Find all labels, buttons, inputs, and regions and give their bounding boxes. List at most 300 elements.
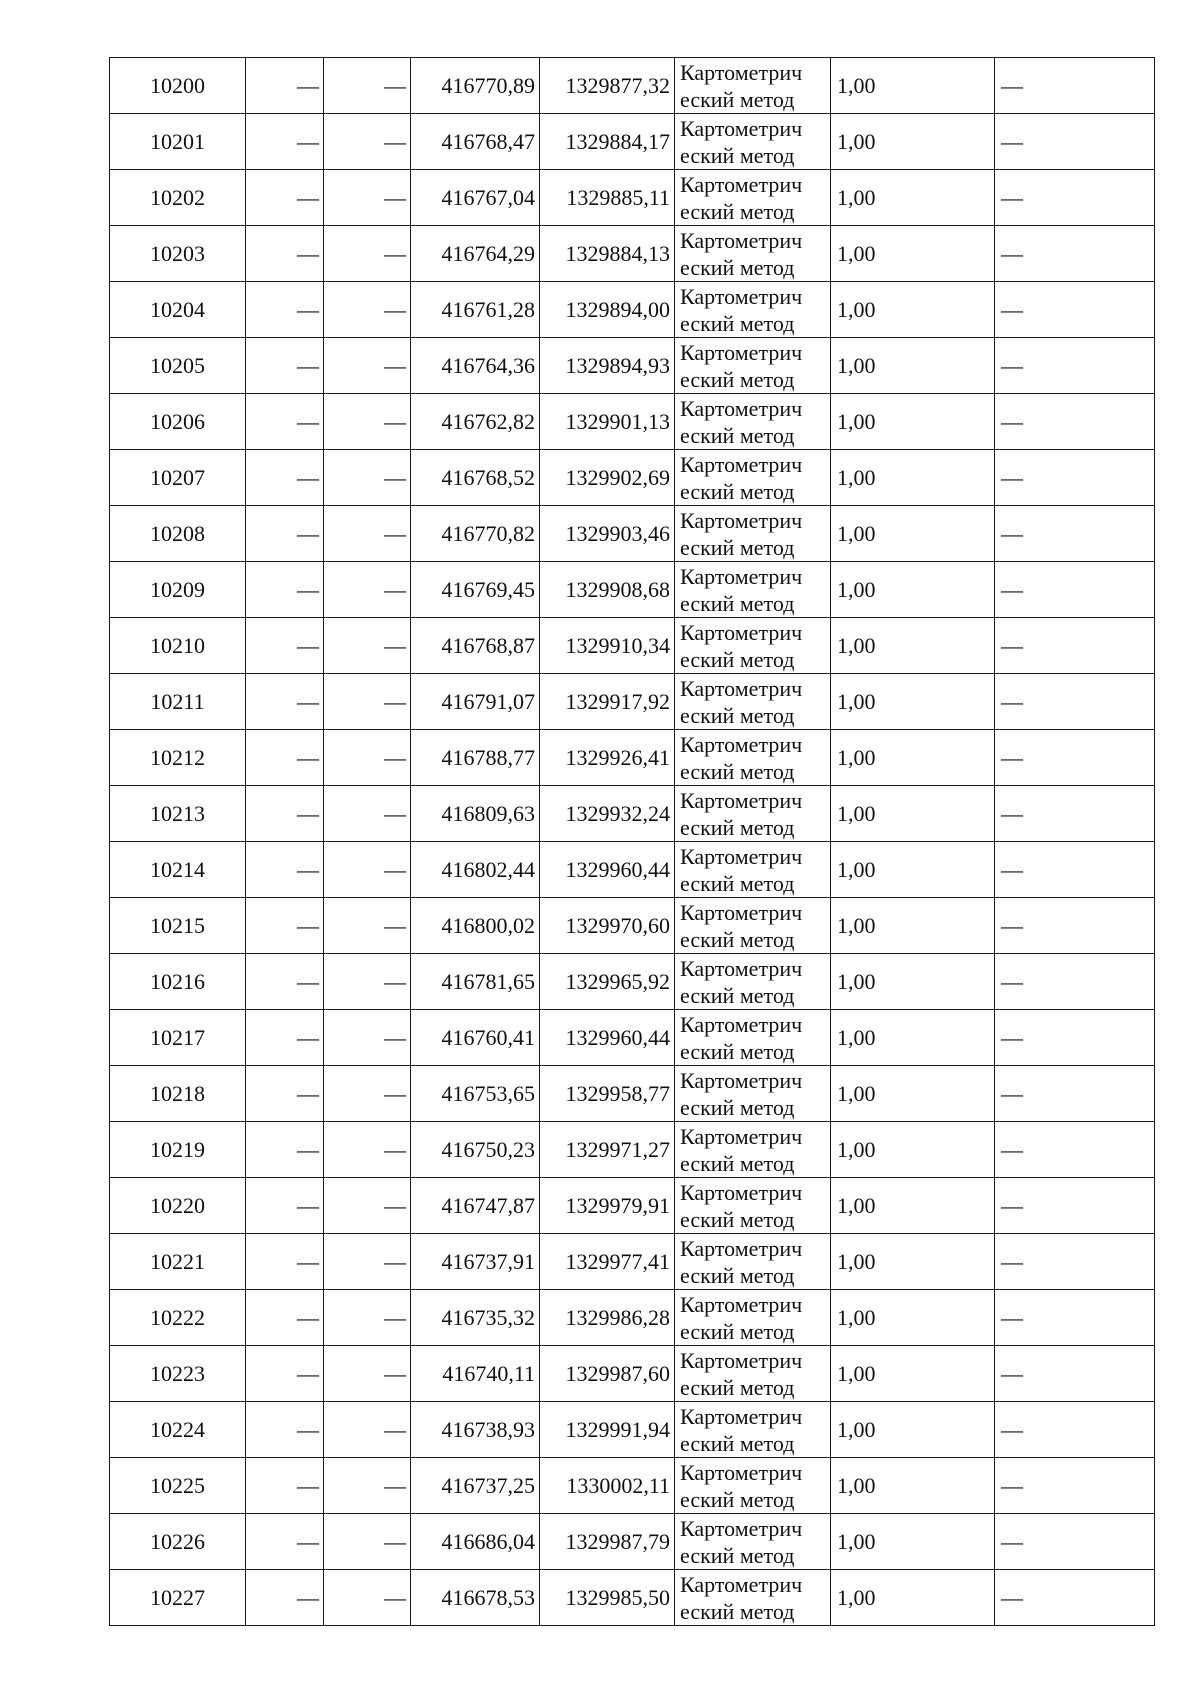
table-row [110, 1234, 1155, 1290]
y-coordinate-cell: 1329987,60 [540, 1346, 675, 1402]
y-coordinate-cell: 1329903,46 [540, 506, 675, 562]
method-text-line: еский метод [680, 1094, 795, 1120]
table-row [110, 1010, 1155, 1066]
method-cell [675, 1234, 831, 1290]
empty-y-old-cell: — [324, 1346, 411, 1402]
empty-y-old-cell: — [324, 114, 411, 170]
point-number-cell: 10203 [110, 226, 246, 282]
empty-x-old-cell: — [246, 1458, 324, 1514]
point-number-cell: 10212 [110, 730, 246, 786]
method-cell [675, 898, 831, 954]
method-cell [675, 730, 831, 786]
y-coordinate-cell: 1329902,69 [540, 450, 675, 506]
accuracy-cell: 1,00 [831, 58, 995, 114]
table-row [110, 170, 1155, 226]
empty-x-old-cell: — [246, 226, 324, 282]
description-cell: — [995, 450, 1155, 506]
method-text-line: Картометрич [680, 507, 803, 533]
method-text-line: еский метод [680, 1150, 795, 1176]
method-text-line: Картометрич [680, 1515, 803, 1541]
description-cell: — [995, 898, 1155, 954]
y-coordinate-cell: 1329932,24 [540, 786, 675, 842]
description-cell: — [995, 226, 1155, 282]
y-coordinate-cell: 1329991,94 [540, 1402, 675, 1458]
empty-x-old-cell: — [246, 58, 324, 114]
method-text-line: еский метод [680, 758, 795, 784]
empty-y-old-cell: — [324, 954, 411, 1010]
point-number-cell: 10204 [110, 282, 246, 338]
x-coordinate-cell: 416760,41 [411, 1010, 540, 1066]
y-coordinate-cell: 1329985,50 [540, 1570, 675, 1626]
accuracy-cell: 1,00 [831, 338, 995, 394]
method-text-line: еский метод [680, 534, 795, 560]
method-cell [675, 674, 831, 730]
accuracy-cell: 1,00 [831, 1010, 995, 1066]
method-text-line: еский метод [680, 1430, 795, 1456]
description-cell: — [995, 1066, 1155, 1122]
table-row [110, 114, 1155, 170]
method-text-line: еский метод [680, 366, 795, 392]
empty-x-old-cell: — [246, 1178, 324, 1234]
empty-x-old-cell: — [246, 1570, 324, 1626]
table-row [110, 786, 1155, 842]
method-cell [675, 786, 831, 842]
empty-y-old-cell: — [324, 1570, 411, 1626]
table-row [110, 954, 1155, 1010]
empty-x-old-cell: — [246, 114, 324, 170]
description-cell: — [995, 394, 1155, 450]
x-coordinate-cell: 416762,82 [411, 394, 540, 450]
method-text-line: Картометрич [680, 339, 803, 365]
point-number-cell: 10213 [110, 786, 246, 842]
empty-y-old-cell: — [324, 1066, 411, 1122]
table-row [110, 58, 1155, 114]
accuracy-cell: 1,00 [831, 394, 995, 450]
empty-x-old-cell: — [246, 674, 324, 730]
empty-x-old-cell: — [246, 1066, 324, 1122]
accuracy-cell: 1,00 [831, 1346, 995, 1402]
empty-x-old-cell: — [246, 1122, 324, 1178]
accuracy-cell: 1,00 [831, 1402, 995, 1458]
method-cell [675, 1178, 831, 1234]
table-row [110, 1514, 1155, 1570]
x-coordinate-cell: 416761,28 [411, 282, 540, 338]
x-coordinate-cell: 416764,29 [411, 226, 540, 282]
accuracy-cell: 1,00 [831, 1066, 995, 1122]
y-coordinate-cell: 1329910,34 [540, 618, 675, 674]
description-cell: — [995, 170, 1155, 226]
method-text-line: еский метод [680, 982, 795, 1008]
method-text-line: Картометрич [680, 395, 803, 421]
method-text-line: Картометрич [680, 1123, 803, 1149]
x-coordinate-cell: 416764,36 [411, 338, 540, 394]
point-number-cell: 10221 [110, 1234, 246, 1290]
x-coordinate-cell: 416686,04 [411, 1514, 540, 1570]
description-cell: — [995, 842, 1155, 898]
y-coordinate-cell: 1329971,27 [540, 1122, 675, 1178]
method-cell [675, 282, 831, 338]
method-text-line: Картометрич [680, 1235, 803, 1261]
empty-x-old-cell: — [246, 1010, 324, 1066]
point-number-cell: 10219 [110, 1122, 246, 1178]
x-coordinate-cell: 416735,32 [411, 1290, 540, 1346]
table-row [110, 898, 1155, 954]
empty-x-old-cell: — [246, 1234, 324, 1290]
method-text-line: еский метод [680, 1374, 795, 1400]
empty-x-old-cell: — [246, 1346, 324, 1402]
x-coordinate-cell: 416802,44 [411, 842, 540, 898]
table-row [110, 1570, 1155, 1626]
empty-y-old-cell: — [324, 282, 411, 338]
method-cell [675, 842, 831, 898]
empty-x-old-cell: — [246, 450, 324, 506]
x-coordinate-cell: 416769,45 [411, 562, 540, 618]
description-cell: — [995, 1346, 1155, 1402]
y-coordinate-cell: 1329884,13 [540, 226, 675, 282]
point-number-cell: 10227 [110, 1570, 246, 1626]
accuracy-cell: 1,00 [831, 1122, 995, 1178]
empty-y-old-cell: — [324, 786, 411, 842]
x-coordinate-cell: 416768,52 [411, 450, 540, 506]
empty-y-old-cell: — [324, 1290, 411, 1346]
point-number-cell: 10216 [110, 954, 246, 1010]
point-number-cell: 10210 [110, 618, 246, 674]
point-number-cell: 10217 [110, 1010, 246, 1066]
point-number-cell: 10211 [110, 674, 246, 730]
method-text-line: еский метод [680, 1598, 795, 1624]
empty-y-old-cell: — [324, 730, 411, 786]
x-coordinate-cell: 416800,02 [411, 898, 540, 954]
table-row [110, 506, 1155, 562]
point-number-cell: 10225 [110, 1458, 246, 1514]
method-cell [675, 1346, 831, 1402]
accuracy-cell: 1,00 [831, 506, 995, 562]
empty-y-old-cell: — [324, 394, 411, 450]
accuracy-cell: 1,00 [831, 562, 995, 618]
method-cell [675, 1570, 831, 1626]
empty-y-old-cell: — [324, 226, 411, 282]
method-text-line: Картометрич [680, 227, 803, 253]
point-number-cell: 10215 [110, 898, 246, 954]
method-text-line: еский метод [680, 310, 795, 336]
table-row [110, 1122, 1155, 1178]
accuracy-cell: 1,00 [831, 898, 995, 954]
y-coordinate-cell: 1329958,77 [540, 1066, 675, 1122]
empty-y-old-cell: — [324, 338, 411, 394]
accuracy-cell: 1,00 [831, 114, 995, 170]
method-text-line: еский метод [680, 478, 795, 504]
table-row [110, 1402, 1155, 1458]
y-coordinate-cell: 1329970,60 [540, 898, 675, 954]
description-cell: — [995, 114, 1155, 170]
description-cell: — [995, 1234, 1155, 1290]
method-text-line: еский метод [680, 1206, 795, 1232]
method-text-line: Картометрич [680, 1403, 803, 1429]
description-cell: — [995, 1010, 1155, 1066]
table-row [110, 1066, 1155, 1122]
description-cell: — [995, 1570, 1155, 1626]
method-text-line: Картометрич [680, 1347, 803, 1373]
table-row [110, 1178, 1155, 1234]
empty-y-old-cell: — [324, 58, 411, 114]
method-text-line: еский метод [680, 814, 795, 840]
x-coordinate-cell: 416747,87 [411, 1178, 540, 1234]
table-row [110, 338, 1155, 394]
method-text-line: еский метод [680, 702, 795, 728]
y-coordinate-cell: 1329960,44 [540, 842, 675, 898]
method-text-line: еский метод [680, 1318, 795, 1344]
method-cell [675, 338, 831, 394]
empty-y-old-cell: — [324, 170, 411, 226]
y-coordinate-cell: 1329986,28 [540, 1290, 675, 1346]
method-text-line: Картометрич [680, 1291, 803, 1317]
empty-x-old-cell: — [246, 1514, 324, 1570]
point-number-cell: 10218 [110, 1066, 246, 1122]
method-cell [675, 1066, 831, 1122]
description-cell: — [995, 1178, 1155, 1234]
y-coordinate-cell: 1329908,68 [540, 562, 675, 618]
x-coordinate-cell: 416753,65 [411, 1066, 540, 1122]
method-cell [675, 618, 831, 674]
method-text-line: еский метод [680, 870, 795, 896]
method-text-line: Картометрич [680, 451, 803, 477]
x-coordinate-cell: 416738,93 [411, 1402, 540, 1458]
method-text-line: еский метод [680, 926, 795, 952]
y-coordinate-cell: 1330002,11 [540, 1458, 675, 1514]
description-cell: — [995, 618, 1155, 674]
point-number-cell: 10224 [110, 1402, 246, 1458]
y-coordinate-cell: 1329926,41 [540, 730, 675, 786]
empty-x-old-cell: — [246, 730, 324, 786]
method-cell [675, 1514, 831, 1570]
empty-x-old-cell: — [246, 282, 324, 338]
empty-y-old-cell: — [324, 1234, 411, 1290]
empty-y-old-cell: — [324, 562, 411, 618]
accuracy-cell: 1,00 [831, 170, 995, 226]
description-cell: — [995, 338, 1155, 394]
table-row [110, 394, 1155, 450]
empty-y-old-cell: — [324, 1402, 411, 1458]
method-text-line: Картометрич [680, 899, 803, 925]
point-number-cell: 10226 [110, 1514, 246, 1570]
y-coordinate-cell: 1329884,17 [540, 114, 675, 170]
method-cell [675, 1458, 831, 1514]
point-number-cell: 10205 [110, 338, 246, 394]
x-coordinate-cell: 416737,91 [411, 1234, 540, 1290]
accuracy-cell: 1,00 [831, 1570, 995, 1626]
method-text-line: еский метод [680, 254, 795, 280]
y-coordinate-cell: 1329965,92 [540, 954, 675, 1010]
y-coordinate-cell: 1329901,13 [540, 394, 675, 450]
x-coordinate-cell: 416791,07 [411, 674, 540, 730]
x-coordinate-cell: 416737,25 [411, 1458, 540, 1514]
method-cell [675, 1010, 831, 1066]
empty-y-old-cell: — [324, 618, 411, 674]
empty-x-old-cell: — [246, 898, 324, 954]
accuracy-cell: 1,00 [831, 618, 995, 674]
y-coordinate-cell: 1329894,93 [540, 338, 675, 394]
y-coordinate-cell: 1329987,79 [540, 1514, 675, 1570]
description-cell: — [995, 786, 1155, 842]
empty-x-old-cell: — [246, 1402, 324, 1458]
accuracy-cell: 1,00 [831, 730, 995, 786]
method-text-line: Картометрич [680, 1067, 803, 1093]
description-cell: — [995, 506, 1155, 562]
method-cell [675, 58, 831, 114]
x-coordinate-cell: 416678,53 [411, 1570, 540, 1626]
accuracy-cell: 1,00 [831, 1514, 995, 1570]
method-text-line: Картометрич [680, 843, 803, 869]
method-text-line: Картометрич [680, 619, 803, 645]
point-number-cell: 10222 [110, 1290, 246, 1346]
accuracy-cell: 1,00 [831, 954, 995, 1010]
description-cell: — [995, 1458, 1155, 1514]
table-row [110, 842, 1155, 898]
y-coordinate-cell: 1329977,41 [540, 1234, 675, 1290]
method-cell [675, 506, 831, 562]
method-text-line: Картометрич [680, 1459, 803, 1485]
method-text-line: еский метод [680, 1542, 795, 1568]
empty-y-old-cell: — [324, 842, 411, 898]
empty-y-old-cell: — [324, 1458, 411, 1514]
method-text-line: Картометрич [680, 787, 803, 813]
method-cell [675, 394, 831, 450]
empty-x-old-cell: — [246, 338, 324, 394]
accuracy-cell: 1,00 [831, 282, 995, 338]
accuracy-cell: 1,00 [831, 1234, 995, 1290]
empty-y-old-cell: — [324, 674, 411, 730]
method-text-line: Картометрич [680, 115, 803, 141]
point-number-cell: 10200 [110, 58, 246, 114]
method-text-line: еский метод [680, 422, 795, 448]
method-text-line: еский метод [680, 1038, 795, 1064]
x-coordinate-cell: 416768,47 [411, 114, 540, 170]
empty-x-old-cell: — [246, 618, 324, 674]
accuracy-cell: 1,00 [831, 1458, 995, 1514]
empty-x-old-cell: — [246, 394, 324, 450]
method-text-line: Картометрич [680, 675, 803, 701]
x-coordinate-cell: 416767,04 [411, 170, 540, 226]
description-cell: — [995, 1290, 1155, 1346]
method-cell [675, 450, 831, 506]
method-text-line: Картометрич [680, 171, 803, 197]
description-cell: — [995, 730, 1155, 786]
table-row [110, 1346, 1155, 1402]
table-row [110, 674, 1155, 730]
table-row [110, 226, 1155, 282]
empty-y-old-cell: — [324, 898, 411, 954]
table-row [110, 1458, 1155, 1514]
y-coordinate-cell: 1329894,00 [540, 282, 675, 338]
method-text-line: Картометрич [680, 59, 803, 85]
description-cell: — [995, 58, 1155, 114]
empty-x-old-cell: — [246, 1290, 324, 1346]
accuracy-cell: 1,00 [831, 450, 995, 506]
table-row [110, 1290, 1155, 1346]
method-text-line: Картометрич [680, 1179, 803, 1205]
x-coordinate-cell: 416770,82 [411, 506, 540, 562]
description-cell: — [995, 674, 1155, 730]
description-cell: — [995, 1514, 1155, 1570]
method-text-line: Картометрич [680, 955, 803, 981]
table-row [110, 282, 1155, 338]
y-coordinate-cell: 1329960,44 [540, 1010, 675, 1066]
method-text-line: Картометрич [680, 563, 803, 589]
method-text-line: еский метод [680, 646, 795, 672]
method-text-line: Картометрич [680, 731, 803, 757]
y-coordinate-cell: 1329979,91 [540, 1178, 675, 1234]
method-text-line: Картометрич [680, 283, 803, 309]
accuracy-cell: 1,00 [831, 842, 995, 898]
method-cell [675, 562, 831, 618]
empty-x-old-cell: — [246, 786, 324, 842]
point-number-cell: 10209 [110, 562, 246, 618]
empty-y-old-cell: — [324, 506, 411, 562]
x-coordinate-cell: 416781,65 [411, 954, 540, 1010]
x-coordinate-cell: 416750,23 [411, 1122, 540, 1178]
empty-x-old-cell: — [246, 842, 324, 898]
point-number-cell: 10207 [110, 450, 246, 506]
point-number-cell: 10208 [110, 506, 246, 562]
accuracy-cell: 1,00 [831, 1290, 995, 1346]
table-row [110, 562, 1155, 618]
empty-x-old-cell: — [246, 954, 324, 1010]
x-coordinate-cell: 416788,77 [411, 730, 540, 786]
method-text-line: еский метод [680, 198, 795, 224]
method-text-line: еский метод [680, 1262, 795, 1288]
empty-x-old-cell: — [246, 562, 324, 618]
table-row [110, 730, 1155, 786]
method-text-line: Картометрич [680, 1571, 803, 1597]
description-cell: — [995, 1402, 1155, 1458]
empty-y-old-cell: — [324, 1514, 411, 1570]
method-text-line: еский метод [680, 1486, 795, 1512]
empty-x-old-cell: — [246, 506, 324, 562]
x-coordinate-cell: 416768,87 [411, 618, 540, 674]
point-number-cell: 10214 [110, 842, 246, 898]
empty-y-old-cell: — [324, 450, 411, 506]
description-cell: — [995, 1122, 1155, 1178]
table-row [110, 618, 1155, 674]
x-coordinate-cell: 416740,11 [411, 1346, 540, 1402]
description-cell: — [995, 562, 1155, 618]
method-text-line: еский метод [680, 590, 795, 616]
method-cell [675, 954, 831, 1010]
method-text-line: еский метод [680, 86, 795, 112]
table-row [110, 450, 1155, 506]
x-coordinate-cell: 416809,63 [411, 786, 540, 842]
coordinates-table [109, 57, 1155, 1626]
description-cell: — [995, 954, 1155, 1010]
table-body [110, 58, 1155, 1626]
method-cell [675, 114, 831, 170]
x-coordinate-cell: 416770,89 [411, 58, 540, 114]
point-number-cell: 10223 [110, 1346, 246, 1402]
point-number-cell: 10220 [110, 1178, 246, 1234]
point-number-cell: 10201 [110, 114, 246, 170]
method-cell [675, 1402, 831, 1458]
empty-y-old-cell: — [324, 1122, 411, 1178]
y-coordinate-cell: 1329877,32 [540, 58, 675, 114]
empty-y-old-cell: — [324, 1178, 411, 1234]
description-cell: — [995, 282, 1155, 338]
method-text-line: еский метод [680, 142, 795, 168]
method-cell [675, 226, 831, 282]
y-coordinate-cell: 1329917,92 [540, 674, 675, 730]
y-coordinate-cell: 1329885,11 [540, 170, 675, 226]
empty-y-old-cell: — [324, 1010, 411, 1066]
accuracy-cell: 1,00 [831, 786, 995, 842]
